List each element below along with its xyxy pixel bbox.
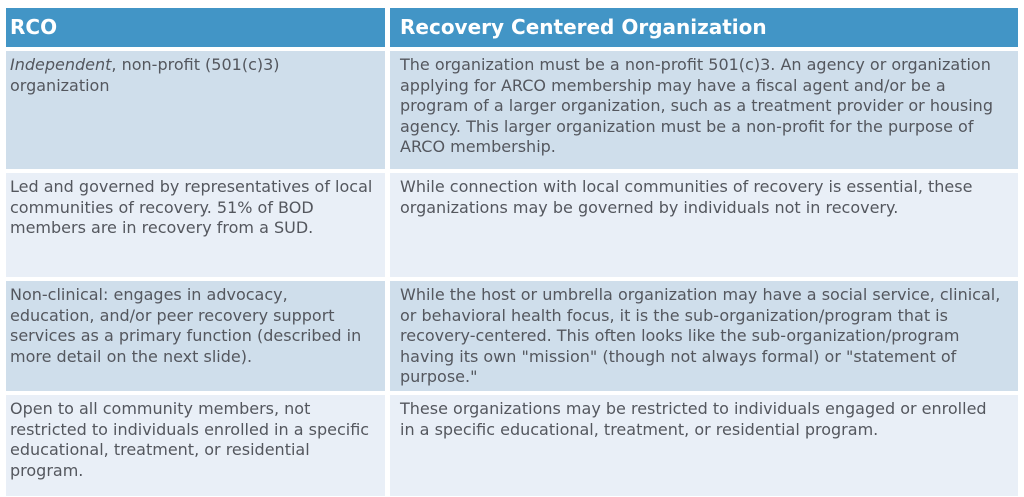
row-4-rco-cell [6, 395, 385, 496]
row-4-recovery-centered-text: These organizations may be restricted to individuals engaged or enrolled in a specific educational, treatment, or residential program. [400, 399, 987, 439]
row-2-rco-text: Led and governed by representatives of local communities of recovery. 51% of BOD members are in recovery from a SUD. [10, 177, 373, 237]
header-label-recovery-centered-organization: Recovery Centered Organization [400, 14, 767, 39]
header-cell-rco [6, 8, 385, 47]
row-1-rco-italic-lead: Independent [10, 55, 112, 74]
row-2-recovery-centered-cell [390, 173, 1018, 277]
row-3-rco-cell [6, 281, 385, 391]
row-2-recovery-centered-text: While connection with local communities of recovery is essential, these organizations may be governed by individuals not in recovery. [400, 177, 973, 217]
row-1-recovery-centered-cell [390, 51, 1018, 169]
row-3-rco-text: Non-clinical: engages in advocacy, education, and/or peer recovery support services as a primary function (described in more detail on the next slide). [10, 285, 362, 366]
row-1-rco-text: , non-profit (501(c)3) organization [10, 55, 280, 95]
row-4-rco-text: Open to all community members, not restricted to individuals enrolled in a specific educational, treatment, or residential program. [10, 399, 370, 480]
row-1-recovery-centered-text: The organization must be a non-profit 501(c)3. An agency or organization applying for ARCO membership may have a fiscal agent and/or be a program of a larger organization, such as a treatment provider or housing agency. This larger organization must be a non-profit for the purpose of ARCO membership. [400, 55, 993, 156]
row-3-recovery-centered-text: While the host or umbrella organization may have a social service, clinical, or behavioral health focus, it is the sub-organization/program that is recovery-centered. This often looks like the sub-organization/program having its own "mission" (though not always formal) or "statement of purpose." [400, 285, 1001, 386]
row-2-rco-cell [6, 173, 385, 277]
row-4-recovery-centered-cell [390, 395, 1018, 496]
row-3-recovery-centered-cell [390, 281, 1018, 391]
header-label-rco: RCO [10, 14, 58, 39]
header-cell-recovery-centered-organization [390, 8, 1018, 47]
row-1-rco-cell [6, 51, 385, 169]
rco-comparison-table [6, 8, 1018, 496]
